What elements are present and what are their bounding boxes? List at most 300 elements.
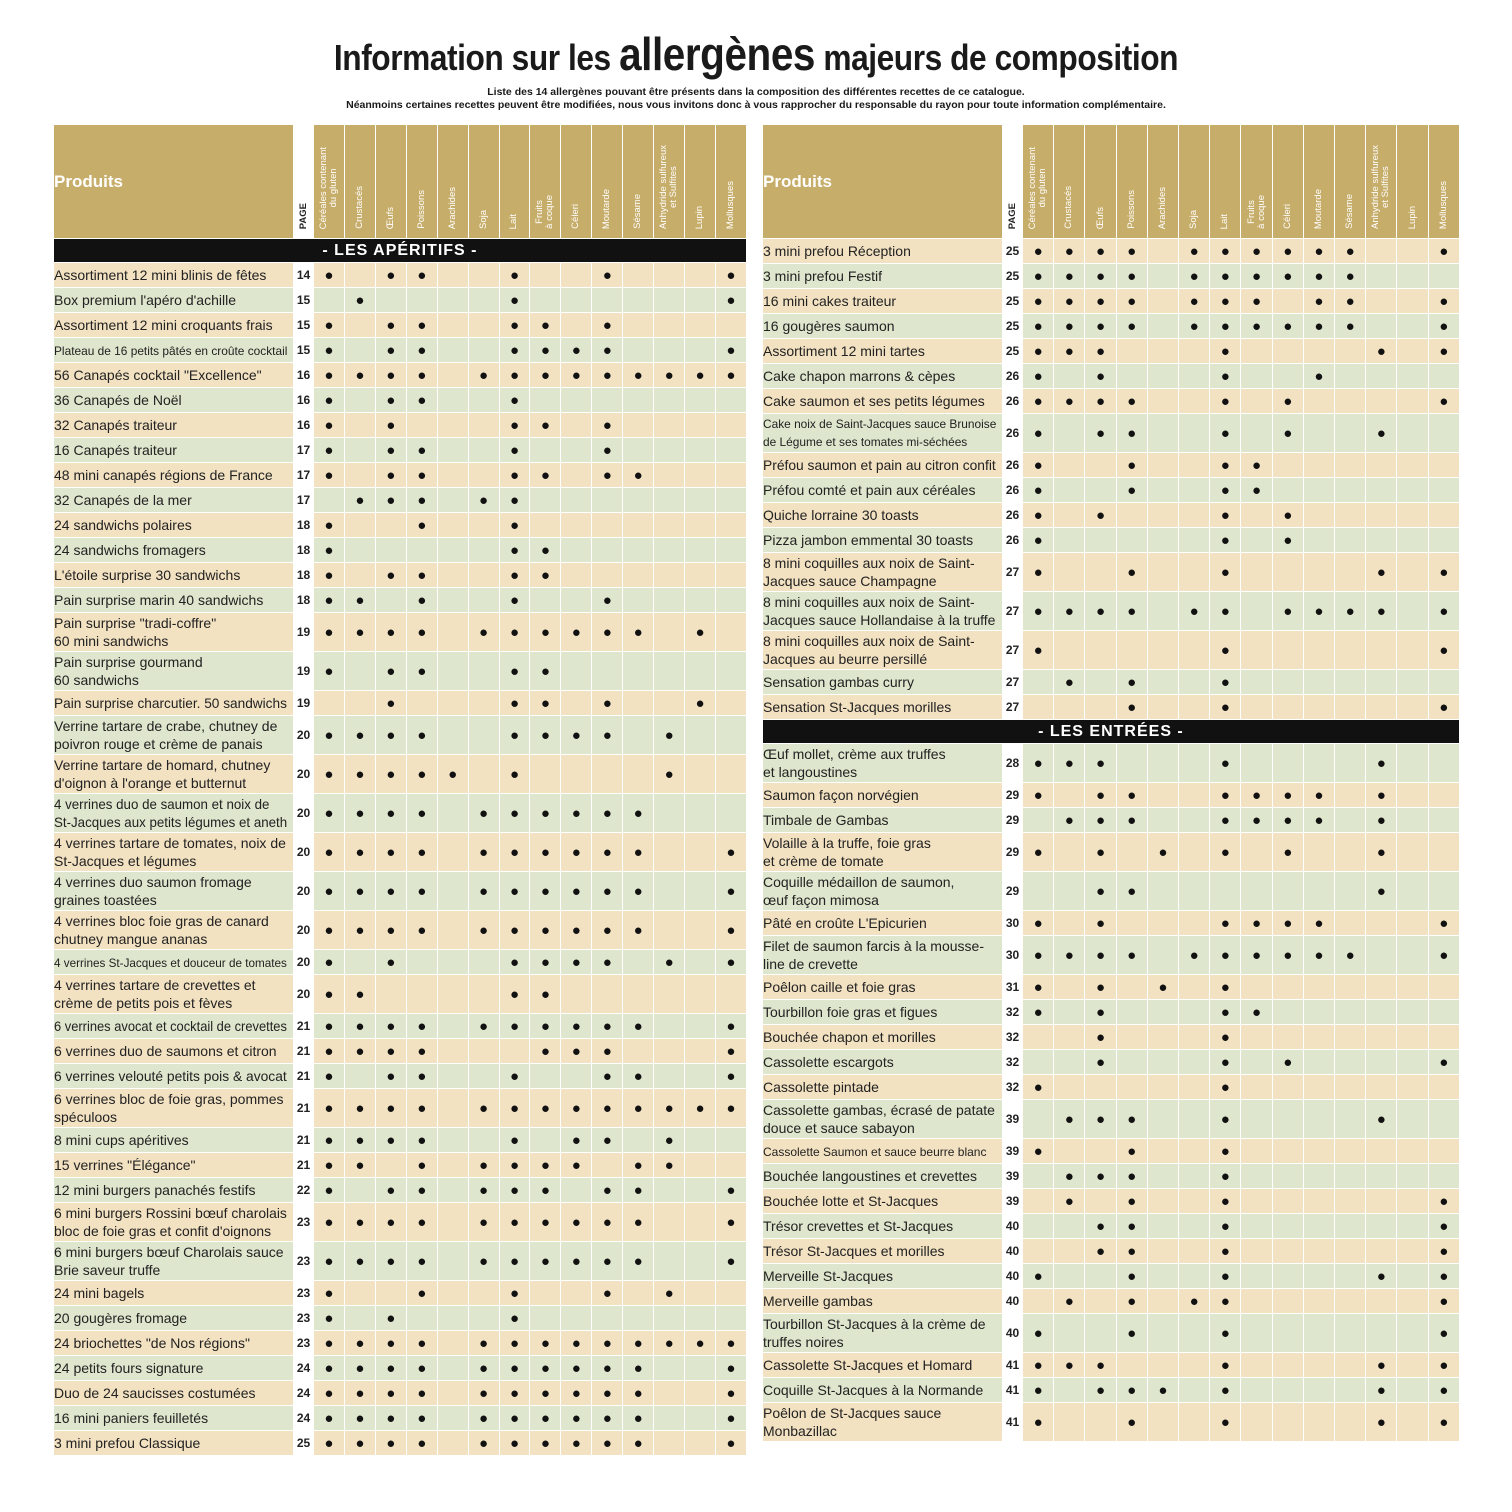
allergen-dot: ● bbox=[623, 1153, 654, 1178]
allergen-dot: ● bbox=[1303, 911, 1334, 936]
product-name-text: Pain surprise "tradi-coffre" 60 mini sandwichs bbox=[54, 615, 217, 649]
allergen-empty bbox=[1241, 1289, 1272, 1314]
allergen-dot: ● bbox=[1335, 314, 1366, 339]
allergen-dot: ● bbox=[468, 1089, 499, 1128]
allergen-dot: ● bbox=[1116, 695, 1147, 720]
product-name-text: Pain surprise marin 40 sandwichs bbox=[54, 592, 264, 608]
allergen-empty bbox=[1428, 503, 1459, 528]
column-header-allergen bbox=[375, 125, 406, 239]
allergen-empty bbox=[1241, 833, 1272, 872]
allergen-empty bbox=[1428, 808, 1459, 833]
allergen-empty bbox=[685, 1203, 716, 1242]
allergen-dot: ● bbox=[406, 1242, 437, 1281]
allergen-empty bbox=[715, 794, 746, 833]
allergen-dot: ● bbox=[314, 1331, 345, 1356]
allergen-empty bbox=[530, 388, 561, 413]
allergen-dot: ● bbox=[1116, 592, 1147, 631]
allergen-empty bbox=[1054, 503, 1085, 528]
allergen-empty bbox=[685, 1356, 716, 1381]
allergen-label: Soja bbox=[477, 209, 489, 229]
allergen-empty bbox=[1366, 695, 1397, 720]
allergen-dot: ● bbox=[1241, 783, 1272, 808]
allergen-dot: ● bbox=[406, 1039, 437, 1064]
allergen-empty bbox=[1366, 1314, 1397, 1353]
product-name bbox=[763, 592, 1003, 631]
product-name-text: 4 verrines St-Jacques et douceur de tomates bbox=[54, 955, 287, 970]
aperitifs-table bbox=[53, 124, 747, 1456]
allergen-empty bbox=[1241, 1214, 1272, 1239]
allergen-dot: ● bbox=[623, 794, 654, 833]
allergen-empty bbox=[1241, 414, 1272, 453]
allergen-dot: ● bbox=[1210, 1353, 1241, 1378]
allergen-dot: ● bbox=[314, 716, 345, 755]
allergen-empty bbox=[1335, 1214, 1366, 1239]
allergen-empty bbox=[1023, 1050, 1054, 1075]
allergen-empty bbox=[468, 588, 499, 613]
allergen-dot: ● bbox=[1023, 1000, 1054, 1025]
section-title: - LES ENTRÉES - bbox=[763, 720, 1460, 744]
allergen-empty bbox=[715, 313, 746, 338]
allergen-empty bbox=[468, 691, 499, 716]
allergen-empty bbox=[654, 833, 685, 872]
allergen-empty bbox=[654, 1431, 685, 1456]
allergen-empty bbox=[1397, 239, 1428, 264]
allergen-dot: ● bbox=[592, 833, 623, 872]
product-page: 18 bbox=[294, 588, 314, 613]
allergen-empty bbox=[623, 588, 654, 613]
product-name-text: Cassolette St-Jacques et Homard bbox=[763, 1357, 973, 1373]
allergen-dot: ● bbox=[499, 1064, 530, 1089]
product-page: 32 bbox=[1003, 1075, 1023, 1100]
allergen-empty bbox=[1147, 503, 1178, 528]
allergen-empty bbox=[468, 652, 499, 691]
allergen-empty bbox=[1366, 1050, 1397, 1075]
allergen-empty bbox=[437, 288, 468, 313]
allergen-dot: ● bbox=[592, 1381, 623, 1406]
allergen-dot: ● bbox=[1023, 1378, 1054, 1403]
allergen-empty bbox=[592, 975, 623, 1014]
product-page: 19 bbox=[294, 652, 314, 691]
allergen-dot: ● bbox=[499, 363, 530, 388]
table-row bbox=[763, 478, 1460, 503]
allergen-dot: ● bbox=[1303, 783, 1334, 808]
allergen-empty bbox=[1303, 1264, 1334, 1289]
allergen-empty bbox=[1303, 631, 1334, 670]
allergen-dot: ● bbox=[1054, 389, 1085, 414]
allergen-dot: ● bbox=[592, 313, 623, 338]
allergen-empty bbox=[623, 313, 654, 338]
allergen-empty bbox=[1335, 478, 1366, 503]
allergen-empty bbox=[654, 488, 685, 513]
allergen-empty bbox=[654, 1406, 685, 1431]
allergen-empty bbox=[1272, 453, 1303, 478]
allergen-dot: ● bbox=[1428, 1189, 1459, 1214]
allergen-dot: ● bbox=[314, 613, 345, 652]
allergen-dot: ● bbox=[406, 755, 437, 794]
allergen-empty bbox=[1272, 1100, 1303, 1139]
allergen-empty bbox=[1303, 1214, 1334, 1239]
allergen-empty bbox=[1272, 1403, 1303, 1442]
allergen-dot: ● bbox=[623, 1203, 654, 1242]
allergen-empty bbox=[592, 652, 623, 691]
allergen-dot: ● bbox=[654, 1153, 685, 1178]
product-name-text: 4 verrines tartare de crevettes et crème de petits pois et fèves bbox=[54, 977, 256, 1011]
product-name-text: 20 gougères fromage bbox=[54, 1310, 188, 1326]
allergen-dot: ● bbox=[530, 1014, 561, 1039]
allergen-dot: ● bbox=[406, 1089, 437, 1128]
allergen-dot: ● bbox=[499, 691, 530, 716]
allergen-dot: ● bbox=[1210, 1025, 1241, 1050]
product-name-text: Tourbillon foie gras et figues bbox=[763, 1004, 938, 1020]
allergen-dot: ● bbox=[561, 1406, 592, 1431]
allergen-empty bbox=[1366, 503, 1397, 528]
allergen-dot: ● bbox=[1366, 592, 1397, 631]
allergen-dot: ● bbox=[1241, 478, 1272, 503]
allergen-empty bbox=[1428, 833, 1459, 872]
allergen-empty bbox=[1366, 936, 1397, 975]
allergen-empty bbox=[1397, 1239, 1428, 1264]
allergen-empty bbox=[1147, 1214, 1178, 1239]
allergen-empty bbox=[1054, 528, 1085, 553]
allergen-dot: ● bbox=[1023, 1353, 1054, 1378]
allergen-dot: ● bbox=[530, 691, 561, 716]
allergen-empty bbox=[654, 413, 685, 438]
table-row bbox=[54, 613, 747, 652]
table-row bbox=[54, 1203, 747, 1242]
allergen-empty bbox=[623, 950, 654, 975]
allergen-label: Lait bbox=[1219, 213, 1231, 229]
allergen-dot: ● bbox=[1210, 478, 1241, 503]
allergen-dot: ● bbox=[715, 872, 746, 911]
allergen-dot: ● bbox=[592, 1431, 623, 1456]
allergen-dot: ● bbox=[1116, 1239, 1147, 1264]
allergen-empty bbox=[685, 975, 716, 1014]
product-name-text: 24 briochettes "de Nos régions" bbox=[54, 1335, 250, 1351]
allergen-empty bbox=[1335, 1025, 1366, 1050]
allergen-empty bbox=[1303, 503, 1334, 528]
allergen-dot: ● bbox=[1210, 592, 1241, 631]
allergen-dot: ● bbox=[715, 1381, 746, 1406]
allergen-dot: ● bbox=[1366, 833, 1397, 872]
allergen-dot: ● bbox=[406, 388, 437, 413]
allergen-empty bbox=[654, 1306, 685, 1331]
allergen-label: Anhydride sulfureux et Sulfites bbox=[1370, 145, 1392, 229]
allergen-empty bbox=[1116, 1353, 1147, 1378]
allergen-empty bbox=[437, 1381, 468, 1406]
allergen-dot: ● bbox=[1210, 339, 1241, 364]
product-name bbox=[54, 438, 294, 463]
product-page: 26 bbox=[1003, 478, 1023, 503]
table-row bbox=[54, 1153, 747, 1178]
allergen-dot: ● bbox=[406, 1281, 437, 1306]
allergen-empty bbox=[715, 691, 746, 716]
allergen-dot: ● bbox=[715, 1406, 746, 1431]
allergen-dot: ● bbox=[1210, 239, 1241, 264]
allergen-empty bbox=[1179, 1000, 1210, 1025]
allergen-dot: ● bbox=[530, 1406, 561, 1431]
table-row bbox=[54, 263, 747, 288]
allergen-empty bbox=[1397, 364, 1428, 389]
allergen-dot: ● bbox=[1210, 975, 1241, 1000]
allergen-empty bbox=[1179, 1189, 1210, 1214]
product-name bbox=[763, 911, 1003, 936]
allergen-empty bbox=[654, 911, 685, 950]
allergen-dot: ● bbox=[406, 1331, 437, 1356]
product-page: 20 bbox=[294, 911, 314, 950]
allergen-empty bbox=[1397, 1289, 1428, 1314]
allergen-empty bbox=[592, 755, 623, 794]
allergen-dot: ● bbox=[1210, 1189, 1241, 1214]
allergen-empty bbox=[1272, 364, 1303, 389]
allergen-empty bbox=[685, 438, 716, 463]
allergen-empty bbox=[1397, 592, 1428, 631]
allergen-dot: ● bbox=[1085, 783, 1116, 808]
allergen-dot: ● bbox=[314, 463, 345, 488]
allergen-empty bbox=[685, 263, 716, 288]
product-name-text: 6 mini burgers bœuf Charolais sauce Brie saveur truffe bbox=[54, 1244, 284, 1278]
allergen-dot: ● bbox=[623, 1381, 654, 1406]
product-name-text: Poêlon de St-Jacques sauce Monbazillac bbox=[763, 1405, 942, 1439]
allergen-dot: ● bbox=[530, 716, 561, 755]
table-row bbox=[54, 691, 747, 716]
allergen-dot: ● bbox=[530, 833, 561, 872]
product-name-text: 16 Canapés traiteur bbox=[54, 442, 177, 458]
product-page: 30 bbox=[1003, 911, 1023, 936]
allergen-dot: ● bbox=[592, 438, 623, 463]
column-header-page bbox=[1003, 125, 1023, 239]
allergen-empty bbox=[1428, 1100, 1459, 1139]
product-name bbox=[763, 1100, 1003, 1139]
table-row bbox=[54, 833, 747, 872]
allergen-empty bbox=[468, 388, 499, 413]
allergen-empty bbox=[1397, 1403, 1428, 1442]
column-header-allergen bbox=[654, 125, 685, 239]
allergen-empty bbox=[1366, 975, 1397, 1000]
allergen-label: Lupin bbox=[1406, 205, 1418, 229]
allergen-empty bbox=[1085, 1289, 1116, 1314]
allergen-label: Soja bbox=[1188, 209, 1200, 229]
allergen-label: Crustacés bbox=[353, 186, 365, 229]
allergen-empty bbox=[406, 1306, 437, 1331]
allergen-empty bbox=[1147, 1050, 1178, 1075]
product-name bbox=[763, 631, 1003, 670]
allergen-empty bbox=[1085, 631, 1116, 670]
allergen-empty bbox=[654, 1178, 685, 1203]
product-page: 23 bbox=[294, 1331, 314, 1356]
product-name-text: Poêlon caille et foie gras bbox=[763, 979, 916, 995]
allergen-dot: ● bbox=[1210, 1164, 1241, 1189]
allergen-empty bbox=[1272, 1239, 1303, 1264]
allergen-empty bbox=[1147, 339, 1178, 364]
allergen-dot: ● bbox=[1272, 314, 1303, 339]
allergen-empty bbox=[1054, 872, 1085, 911]
allergen-empty bbox=[1397, 872, 1428, 911]
allergen-dot: ● bbox=[314, 652, 345, 691]
allergen-dot: ● bbox=[592, 911, 623, 950]
allergen-dot: ● bbox=[375, 716, 406, 755]
allergen-dot: ● bbox=[344, 1381, 375, 1406]
product-name-text: Duo de 24 saucisses costumées bbox=[54, 1385, 256, 1401]
allergen-dot: ● bbox=[1210, 364, 1241, 389]
product-name-text: Box premium l'apéro d'achille bbox=[54, 292, 236, 308]
product-page: 32 bbox=[1003, 1025, 1023, 1050]
allergen-dot: ● bbox=[654, 1089, 685, 1128]
column-header-allergen bbox=[715, 125, 746, 239]
allergen-empty bbox=[1179, 695, 1210, 720]
allergen-dot: ● bbox=[715, 338, 746, 363]
allergen-dot: ● bbox=[530, 1039, 561, 1064]
allergen-dot: ● bbox=[314, 338, 345, 363]
allergen-dot: ● bbox=[623, 1178, 654, 1203]
table-row bbox=[54, 872, 747, 911]
allergen-empty bbox=[715, 1153, 746, 1178]
allergen-label: Crustacés bbox=[1063, 186, 1075, 229]
allergen-empty bbox=[437, 911, 468, 950]
product-name-text: Plateau de 16 petits pâtés en croûte cocktail bbox=[54, 343, 288, 358]
allergen-label: Sésame bbox=[1344, 194, 1356, 229]
allergen-empty bbox=[715, 388, 746, 413]
allergen-dot: ● bbox=[1428, 239, 1459, 264]
allergen-empty bbox=[406, 538, 437, 563]
allergen-dot: ● bbox=[499, 538, 530, 563]
allergen-empty bbox=[1335, 1264, 1366, 1289]
allergen-dot: ● bbox=[1023, 414, 1054, 453]
allergen-dot: ● bbox=[344, 1406, 375, 1431]
allergen-empty bbox=[685, 1128, 716, 1153]
table-row bbox=[763, 264, 1460, 289]
allergen-dot: ● bbox=[1179, 289, 1210, 314]
allergen-dot: ● bbox=[314, 755, 345, 794]
allergen-dot: ● bbox=[1272, 239, 1303, 264]
product-name-text: 16 mini paniers feuilletés bbox=[54, 1410, 209, 1426]
allergen-dot: ● bbox=[1179, 592, 1210, 631]
allergen-dot: ● bbox=[1428, 1239, 1459, 1264]
product-name bbox=[763, 1264, 1003, 1289]
allergen-empty bbox=[623, 691, 654, 716]
allergen-empty bbox=[1085, 478, 1116, 503]
allergen-empty bbox=[1335, 1239, 1366, 1264]
column-header-allergen bbox=[406, 125, 437, 239]
product-page: 31 bbox=[1003, 975, 1023, 1000]
allergen-empty bbox=[468, 1064, 499, 1089]
product-name bbox=[763, 872, 1003, 911]
allergen-empty bbox=[1335, 1000, 1366, 1025]
allergen-dot: ● bbox=[314, 1014, 345, 1039]
allergen-dot: ● bbox=[1428, 1264, 1459, 1289]
allergen-empty bbox=[1428, 1000, 1459, 1025]
product-name-text: Cassolette Saumon et sauce beurre blanc bbox=[763, 1144, 987, 1159]
product-name bbox=[54, 313, 294, 338]
allergen-dot: ● bbox=[592, 613, 623, 652]
allergen-dot: ● bbox=[561, 1242, 592, 1281]
allergen-dot: ● bbox=[1085, 239, 1116, 264]
table-row bbox=[763, 1264, 1460, 1289]
allergen-dot: ● bbox=[592, 1242, 623, 1281]
allergen-empty bbox=[592, 1306, 623, 1331]
allergen-empty bbox=[1241, 1264, 1272, 1289]
allergen-empty bbox=[1085, 528, 1116, 553]
allergen-dot: ● bbox=[499, 1014, 530, 1039]
allergen-empty bbox=[1147, 631, 1178, 670]
allergen-dot: ● bbox=[623, 1431, 654, 1456]
allergen-dot: ● bbox=[1054, 289, 1085, 314]
allergen-dot: ● bbox=[715, 1064, 746, 1089]
allergen-empty bbox=[1054, 478, 1085, 503]
product-name-text: Filet de saumon farcis à la mousse- line de crevette bbox=[763, 938, 984, 972]
allergen-dot: ● bbox=[1054, 1289, 1085, 1314]
allergen-dot: ● bbox=[623, 613, 654, 652]
allergen-dot: ● bbox=[468, 1356, 499, 1381]
allergen-dot: ● bbox=[1147, 833, 1178, 872]
allergen-empty bbox=[654, 1014, 685, 1039]
allergen-dot: ● bbox=[375, 1014, 406, 1039]
table-row bbox=[763, 528, 1460, 553]
allergen-empty bbox=[530, 438, 561, 463]
allergen-empty bbox=[437, 1306, 468, 1331]
allergen-empty bbox=[1335, 833, 1366, 872]
allergen-empty bbox=[1116, 833, 1147, 872]
allergen-empty bbox=[1023, 808, 1054, 833]
allergen-empty bbox=[375, 1153, 406, 1178]
product-page: 39 bbox=[1003, 1100, 1023, 1139]
allergen-dot: ● bbox=[715, 950, 746, 975]
product-name-text: Trésor St-Jacques et morilles bbox=[763, 1243, 945, 1259]
product-name-text: Coquille St-Jacques à la Normande bbox=[763, 1382, 984, 1398]
allergen-empty bbox=[561, 1306, 592, 1331]
product-name bbox=[763, 1353, 1003, 1378]
product-name-text: 32 Canapés traiteur bbox=[54, 417, 177, 433]
allergen-empty bbox=[1303, 670, 1334, 695]
allergen-empty bbox=[1303, 1189, 1334, 1214]
allergen-empty bbox=[1397, 936, 1428, 975]
allergen-empty bbox=[1366, 911, 1397, 936]
allergen-empty bbox=[685, 755, 716, 794]
allergen-dot: ● bbox=[530, 463, 561, 488]
table-row bbox=[763, 553, 1460, 592]
allergen-dot: ● bbox=[406, 1178, 437, 1203]
allergen-empty bbox=[1179, 414, 1210, 453]
allergen-empty bbox=[654, 1356, 685, 1381]
allergen-empty bbox=[1085, 670, 1116, 695]
product-name bbox=[54, 1431, 294, 1456]
allergen-label: Œufs bbox=[1094, 206, 1106, 229]
table-row bbox=[54, 1064, 747, 1089]
allergen-dot: ● bbox=[468, 872, 499, 911]
allergen-empty bbox=[561, 313, 592, 338]
allergen-empty bbox=[468, 288, 499, 313]
allergen-dot: ● bbox=[1366, 1264, 1397, 1289]
allergen-dot: ● bbox=[1428, 695, 1459, 720]
allergen-dot: ● bbox=[468, 363, 499, 388]
allergen-dot: ● bbox=[1023, 1264, 1054, 1289]
product-name-text: 24 sandwichs fromagers bbox=[54, 542, 206, 558]
allergen-empty bbox=[437, 363, 468, 388]
allergen-empty bbox=[1147, 1353, 1178, 1378]
allergen-empty bbox=[1366, 1164, 1397, 1189]
allergen-dot: ● bbox=[468, 794, 499, 833]
allergen-empty bbox=[344, 1281, 375, 1306]
product-page: 39 bbox=[1003, 1189, 1023, 1214]
allergen-empty bbox=[1397, 1314, 1428, 1353]
allergen-dot: ● bbox=[1335, 289, 1366, 314]
allergen-dot: ● bbox=[1241, 936, 1272, 975]
allergen-empty bbox=[1054, 1264, 1085, 1289]
allergen-empty bbox=[1179, 478, 1210, 503]
product-name bbox=[763, 1378, 1003, 1403]
allergen-dot: ● bbox=[499, 613, 530, 652]
product-name bbox=[763, 1025, 1003, 1050]
allergen-dot: ● bbox=[561, 911, 592, 950]
